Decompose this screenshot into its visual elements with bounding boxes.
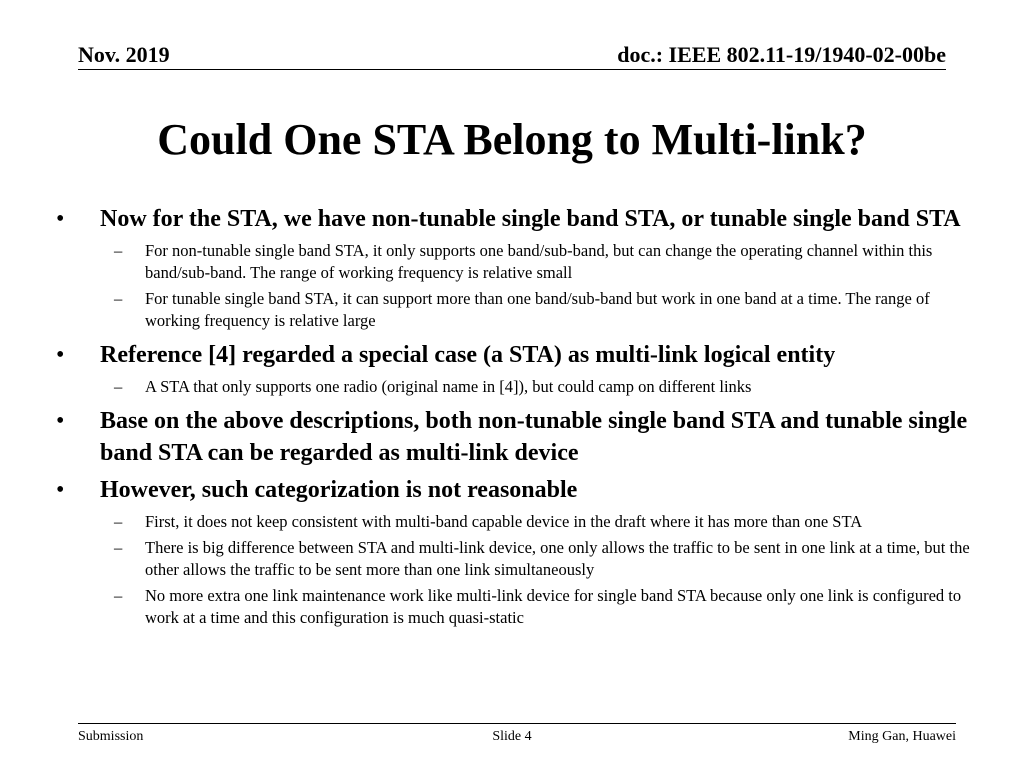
sub-bullet-item — [56, 537, 976, 581]
bullet-marker: • — [56, 342, 65, 368]
footer-slide-number: Slide 4 — [492, 729, 532, 744]
sub-bullet-item — [56, 376, 976, 398]
sub-bullet-item — [56, 511, 976, 533]
sub-bullet-text: First, it does not keep consistent with multi-band capable device in the draft where it has more than one STA — [145, 512, 863, 531]
bullet-item — [56, 405, 976, 469]
sub-bullet-marker: – — [114, 538, 123, 557]
bullet-item — [56, 474, 976, 506]
sub-bullet-item — [56, 585, 976, 629]
slide-body — [56, 203, 976, 633]
sub-bullet-text: There is big difference between STA and multi-link device, one only allows the traffic to be sent in one link at a time, but the other allows the traffic to be sent more than one link simultaneously — [145, 538, 970, 579]
slide-title: Could One STA Belong to Multi-link? — [157, 115, 867, 164]
sub-bullet-text: For tunable single band STA, it can support more than one band/sub-band but work in one band at a time. The range of working frequency is relative large — [145, 289, 930, 330]
header-divider — [78, 69, 946, 70]
header-doc-id: doc.: IEEE 802.11-19/1940-02-00be — [617, 42, 946, 67]
header-date: Nov. 2019 — [78, 42, 170, 67]
bullet-text: However, such categorization is not reasonable — [100, 477, 578, 503]
sub-bullet-marker: – — [114, 289, 123, 308]
footer-author: Ming Gan, Huawei — [848, 729, 956, 744]
bullet-marker: • — [56, 206, 65, 232]
sub-bullet-marker: – — [114, 377, 123, 396]
sub-bullet-marker: – — [114, 241, 123, 260]
bullet-item — [56, 203, 976, 235]
sub-bullet-item — [56, 288, 976, 332]
sub-bullet-marker: – — [114, 512, 123, 531]
bullet-text: Now for the STA, we have non-tunable single band STA, or tunable single band STA — [100, 206, 961, 232]
bullet-marker: • — [56, 477, 65, 503]
footer-divider — [78, 723, 956, 724]
footer-submission: Submission — [78, 729, 144, 744]
sub-bullet-marker: – — [114, 586, 123, 605]
bullet-text: Base on the above descriptions, both non-tunable single band STA and tunable single band STA can be regarded as multi-link device — [100, 408, 968, 466]
bullet-text: Reference [4] regarded a special case (a STA) as multi-link logical entity — [100, 342, 836, 368]
sub-bullet-text: No more extra one link maintenance work like multi-link device for single band STA because only one link is configured to work at a time and this configuration is much quasi-static — [145, 586, 962, 627]
bullet-marker: • — [56, 408, 65, 434]
bullet-item — [56, 339, 976, 371]
sub-bullet-text: A STA that only supports one radio (original name in [4]), but could camp on different links — [145, 377, 752, 396]
sub-bullet-item — [56, 240, 976, 284]
sub-bullet-text: For non-tunable single band STA, it only supports one band/sub-band, but can change the operating channel within this band/sub-band. The range of working frequency is relative small — [145, 241, 933, 282]
